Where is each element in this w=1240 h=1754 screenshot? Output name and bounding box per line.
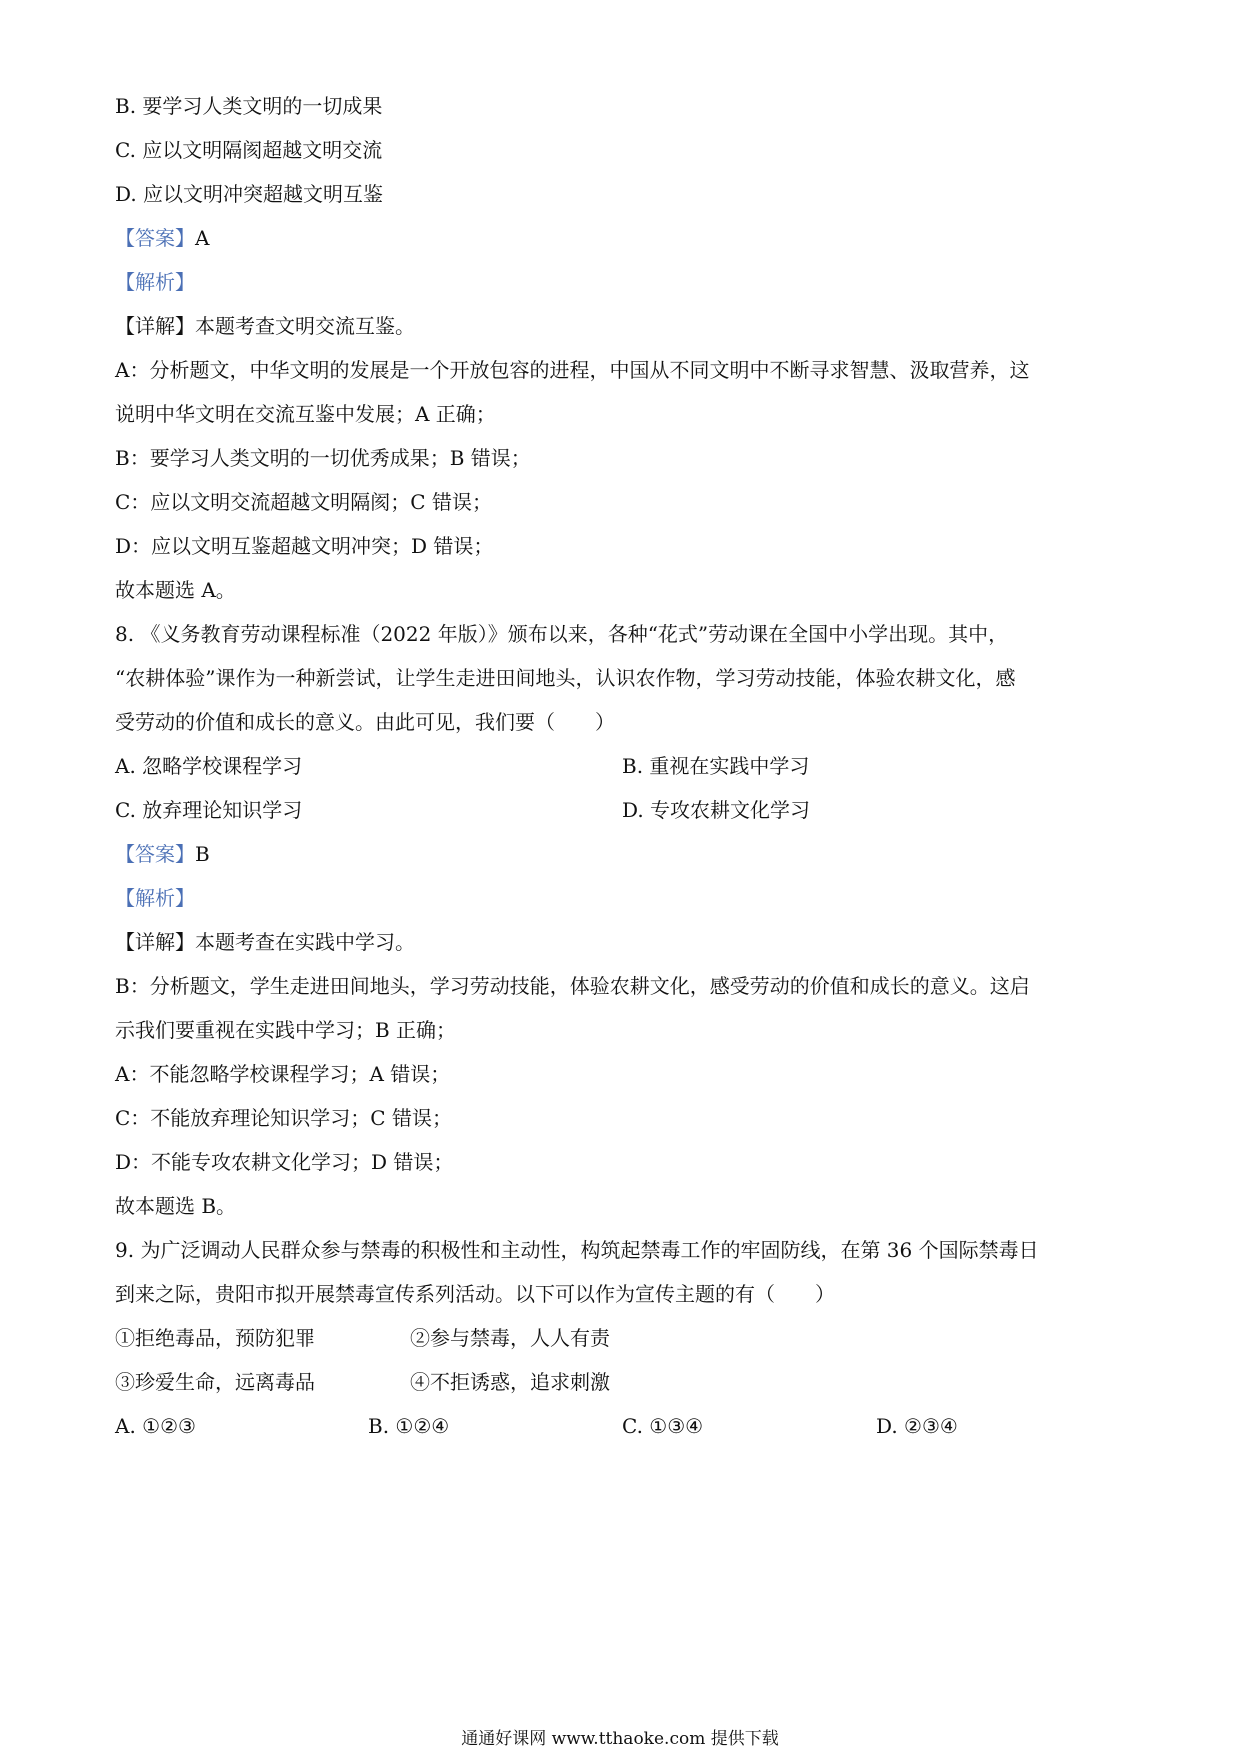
q7-explanation-a-line1: A：分析题文，中华文明的发展是一个开放包容的进程，中国从不同文明中不断寻求智慧、汲取营养，这	[115, 358, 1030, 382]
q7-detail: 【详解】本题考查文明交流互鉴。	[115, 314, 415, 338]
q7-analysis-tag: 【解析】	[115, 270, 195, 294]
q7-answer-line	[115, 224, 209, 252]
q8-options-row1	[115, 752, 302, 780]
q8-conclusion: 故本题选 B。	[115, 1194, 237, 1218]
q7-explanation-d: D：应以文明互鉴超越文明冲突；D 错误；	[115, 534, 494, 558]
q8-stem-line2: “农耕体验”课作为一种新尝试，让学生走进田间地头，认识农作物，学习劳动技能，体验农耕文化，感	[115, 666, 1016, 690]
q8-explanation-c: C：不能放弃理论知识学习；C 错误；	[115, 1106, 452, 1130]
q8-stem-line3: 受劳动的价值和成长的意义。由此可见，我们要（ ）	[115, 710, 615, 734]
q8-answer: B	[195, 842, 210, 866]
q8-explanation-b-line1: B：分析题文，学生走进田间地头，学习劳动技能，体验农耕文化，感受劳动的价值和成长的意义。这启	[115, 974, 1030, 998]
q7-explanation-a-line2: 说明中华文明在交流互鉴中发展；A 正确；	[115, 402, 496, 426]
q8-answer-line	[115, 840, 210, 868]
q7-option-c: C. 应以文明隔阂超越文明交流	[115, 138, 383, 162]
q9-item-3: ③珍爱生命，远离毒品	[115, 1370, 315, 1394]
q8-analysis-tag: 【解析】	[115, 886, 195, 910]
q9-item-2: ②参与禁毒，人人有责	[410, 1326, 610, 1350]
q8-option-b: B. 重视在实践中学习	[622, 754, 810, 778]
q7-explanation-b: B：要学习人类文明的一切优秀成果；B 错误；	[115, 446, 531, 470]
q9-option-d: D. ②③④	[876, 1414, 958, 1438]
q9-stem-line1: 9. 为广泛调动人民群众参与禁毒的积极性和主动性，构筑起禁毒工作的牢固防线，在第 36 个国际禁毒日	[115, 1238, 1039, 1262]
q8-options-row2	[115, 796, 302, 824]
q8-option-d: D. 专攻农耕文化学习	[622, 798, 811, 822]
answer-tag: 【答案】	[115, 226, 195, 250]
q7-option-d: D. 应以文明冲突超越文明互鉴	[115, 182, 384, 206]
q7-answer: A	[195, 226, 210, 250]
page-footer: 通通好课网 www.tthaoke.com 提供下载	[461, 1729, 779, 1749]
q9-option-c: C. ①③④	[622, 1414, 704, 1438]
q9-option-a: A. ①②③	[115, 1414, 196, 1438]
q8-explanation-b-line2: 示我们要重视在实践中学习；B 正确；	[115, 1018, 457, 1042]
q9-item-1: ①拒绝毒品，预防犯罪	[115, 1326, 315, 1350]
q8-stem-line1: 8. 《义务教育劳动课程标准（2022 年版）》颁布以来，各种“花式”劳动课在全国中小学出现。其中，	[115, 622, 1009, 646]
q7-explanation-c: C：应以文明交流超越文明隔阂；C 错误；	[115, 490, 492, 514]
q9-option-b: B. ①②④	[368, 1414, 450, 1438]
q9-item-4: ④不拒诱惑，追求刺激	[410, 1370, 610, 1394]
q7-option-b: B. 要学习人类文明的一切成果	[115, 94, 383, 118]
q9-stem-line2: 到来之际，贵阳市拟开展禁毒宣传系列活动。以下可以作为宣传主题的有（ ）	[115, 1282, 835, 1306]
q8-option-a: A. 忽略学校课程学习	[115, 754, 303, 778]
q8-detail: 【详解】本题考查在实践中学习。	[115, 930, 415, 954]
answer-tag: 【答案】	[115, 842, 195, 866]
q8-explanation-a: A：不能忽略学校课程学习；A 错误；	[115, 1062, 451, 1086]
q8-option-c: C. 放弃理论知识学习	[115, 798, 303, 822]
q7-conclusion: 故本题选 A。	[115, 578, 236, 602]
q8-explanation-d: D：不能专攻农耕文化学习；D 错误；	[115, 1150, 454, 1174]
